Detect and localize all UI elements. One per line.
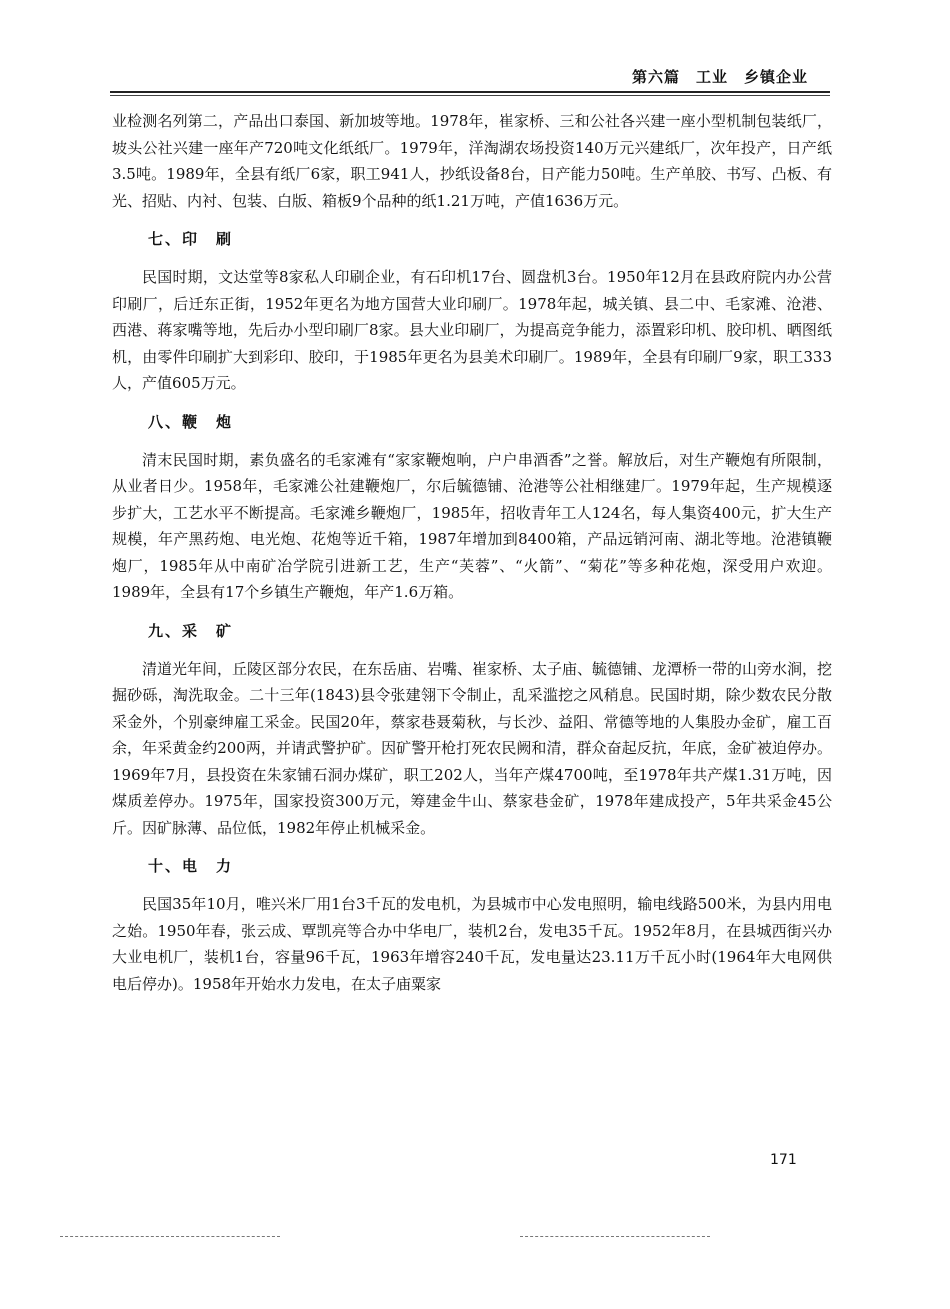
paragraph-paper-continued: 业检测名列第二，产品出口泰国、新加坡等地。1978年，崔家桥、三和公社各兴建一座小型机制包装纸厂，坡头公社兴建一座年产720吨文化纸纸厂。1979年，洋淘湖农场投资140万元兴建纸厂，次年投产，日产纸3.5吨。1989年，全县有纸厂6家，职工941人，抄纸设备8台，日产能力50吨。生产单胶、书写、凸板、有光、招贴、内衬、包装、白版、箱板9个品种的纸1.21万吨，产值1636万元。 bbox=[112, 112, 832, 210]
page-body bbox=[112, 108, 832, 997]
header-rule bbox=[110, 91, 830, 93]
section-heading-printing: 七、印 刷 bbox=[148, 230, 234, 248]
paragraph-firecrackers: 清末民国时期，素负盛名的毛家滩有“家家鞭炮响，户户串酒香”之誉。解放后，对生产鞭炮有所限制，从业者日少。1958年，毛家滩公社建鞭炮厂，尔后毓德铺、沧港等公社相继建厂。1979年起，生产规模逐步扩大，工艺水平不断提高。毛家滩乡鞭炮厂，1985年，招收青年工人124名，每人集资400元，扩大生产规模，年产黑药炮、电光炮、花炮等近千箱，1987年增加到8400箱，产品远销河南、湖北等地。沧港镇鞭炮厂，1985年从中南矿冶学院引进新工艺，生产“芙蓉”、“火箭”、“菊花”等多种花炮，深受用户欢迎。1989年，全县有17个乡镇生产鞭炮，年产1.6万箱。 bbox=[112, 450, 832, 601]
scan-edge-mark-left bbox=[60, 1236, 280, 1237]
section-heading-electricity: 十、电 力 bbox=[148, 857, 234, 875]
section-heading-firecrackers: 八、鞭 炮 bbox=[148, 412, 234, 431]
running-header: 第六篇 工业 乡镇企业 bbox=[631, 68, 808, 86]
header-rule-thin bbox=[110, 95, 830, 96]
page-number: 171 bbox=[770, 1152, 797, 1168]
paragraph-electricity: 民国35年10月，唯兴米厂用1台3千瓦的发电机，为县城市中心发电照明，输电线路500米，为县内用电之始。1950年春，张云成、覃凯亮等合办中华电厂，装机2台，发电35千瓦。1952年8月，在县城西街兴办大业电机厂，装机1台，容量96千瓦，1963年增容240千瓦，发电量达23.11万千瓦小时(1964年大电网供电后停办)。1958年开始水力发电，在太子庙粟家 bbox=[112, 895, 832, 993]
paragraph-printing: 民国时期，文达堂等8家私人印刷企业，有石印机17台、圆盘机3台。1950年12月在县政府院内办公营印刷厂，后迁东正街，1952年更名为地方国营大业印刷厂。1978年起，城关镇、县二中、毛家滩、沧港、西港、蒋家嘴等地，先后办小型印刷厂8家。县大业印刷厂，为提高竞争能力，添置彩印机、胶印机、晒图纸机，由零件印刷扩大到彩印、胶印，于1985年更名为县美术印刷厂。1989年，全县有印刷厂9家，职工333人，产值605万元。 bbox=[112, 268, 832, 392]
scan-edge-mark-right bbox=[520, 1236, 710, 1237]
section-heading-mining: 九、采 矿 bbox=[148, 621, 234, 640]
paragraph-mining: 清道光年间，丘陵区部分农民，在东岳庙、岩嘴、崔家桥、太子庙、毓德铺、龙潭桥一带的山旁水涧，挖掘砂砾，淘洗取金。二十三年(1843)县令张建翎下令制止，乱采滥挖之风稍息。民国时期，除少数农民分散采金外，个别豪绅雇工采金。民国20年，蔡家巷聂菊秋，与长沙、益阳、常德等地的人集股办金矿，雇工百余，年采黄金约200两，并请武警护矿。因矿警开枪打死农民阙和清，群众奋起反抗，年底，金矿被迫停办。1969年7月，县投资在朱家铺石洞办煤矿，职工202人，当年产煤4700吨，至1978年共产煤1.31万吨，因煤质差停办。1975年，国家投资300万元，筹建金牛山、蔡家巷金矿，1978年建成投产，5年共采金45公斤。因矿脉薄、品位低，1982年停止机械采金。 bbox=[112, 659, 833, 837]
